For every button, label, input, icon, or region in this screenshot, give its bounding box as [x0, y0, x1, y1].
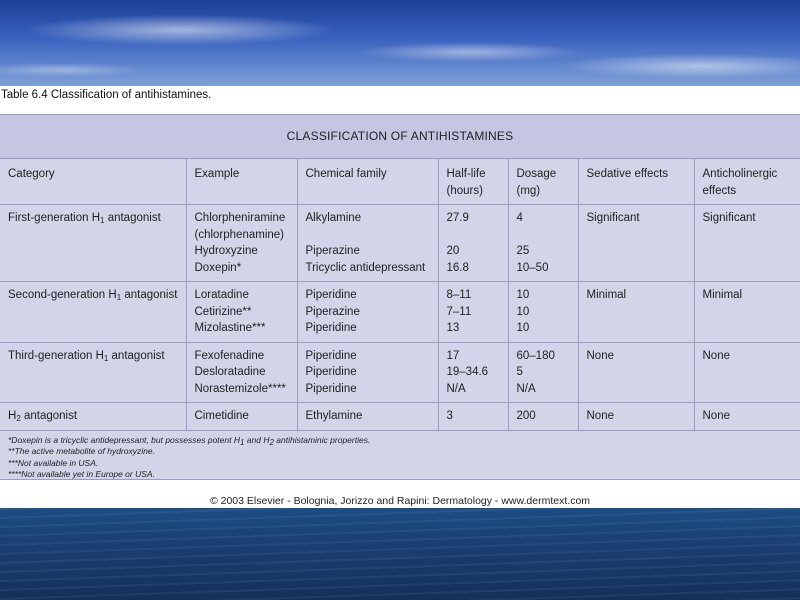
category-text-tail: antagonist: [121, 289, 178, 301]
example-cell: [186, 403, 297, 430]
half-life-cell: [438, 282, 508, 343]
dosage-line: 10: [516, 289, 530, 301]
family-line: Piperidine: [305, 289, 357, 301]
category-cell: [0, 342, 186, 403]
family-cell: [297, 403, 438, 430]
family-line: Piperidine: [305, 322, 357, 334]
half-life-cell: [438, 342, 508, 403]
footnote-subscript: 1: [239, 437, 245, 447]
sedative-cell: Minimal: [578, 282, 694, 343]
category-subscript: 1: [116, 293, 122, 302]
family-cell: [297, 342, 438, 403]
half-life-cell: [438, 205, 508, 282]
half-life-line: 17: [446, 349, 460, 362]
category-text-tail: antagonist: [104, 212, 161, 224]
dosage-line: 5: [516, 366, 523, 378]
family-cell: [297, 282, 438, 343]
dosage-line: 10: [516, 305, 530, 318]
header-category: Category: [8, 168, 55, 180]
sedative-cell: None: [578, 342, 694, 403]
half-life-line: 27.9: [446, 212, 469, 224]
half-life-line: 16.8: [446, 261, 469, 274]
table-row: [0, 403, 800, 430]
slide-content: [0, 86, 800, 508]
header-chemical-family: Chemical family: [297, 159, 438, 205]
header-dosage-unit: (mg): [516, 184, 541, 197]
footnote-text: *Doxepin is a tricyclic antidepressant, but possesses potent H: [8, 434, 240, 445]
half-life-line: 19–34.6: [446, 366, 489, 378]
dosage-line: 4: [516, 212, 523, 224]
anticholinergic-cell: Significant: [694, 205, 800, 282]
example-line: Hydroxyzine: [194, 245, 258, 257]
anticholinergic-cell: Minimal: [694, 282, 800, 343]
footnote-europe: ****Not available yet in Europe or USA.: [8, 469, 155, 479]
family-line: Alkylamine: [305, 212, 362, 224]
half-life-line: N/A: [446, 382, 466, 395]
copyright-credit: © 2003 Elsevier - Bolognia, Jorizzo and Rapini: Dermatology - www.dermtext.com: [209, 495, 591, 507]
family-line: Ethylamine: [305, 410, 363, 422]
header-example: Example: [186, 159, 297, 205]
table-row: [0, 342, 800, 403]
family-cell: [297, 205, 438, 282]
sedative-cell: Significant: [578, 205, 694, 282]
category-subscript: 2: [16, 414, 21, 423]
half-life-line: 20: [446, 245, 460, 257]
example-cell: [186, 205, 297, 282]
anticholinergic-cell: None: [694, 342, 800, 403]
dosage-cell: [508, 403, 578, 430]
example-line: Loratadine: [194, 289, 249, 301]
classification-grid: [0, 159, 800, 430]
footnote-hydroxyzine: **The active metabolite of hydroxyzine.: [8, 446, 155, 456]
category-text: Second-generation H: [8, 289, 117, 301]
example-cell: [186, 282, 297, 343]
example-line: Mizolastine***: [194, 322, 266, 334]
dosage-line: 200: [516, 410, 536, 422]
family-line: Piperidine: [305, 349, 357, 362]
example-line: Fexofenadine: [194, 349, 265, 362]
table-caption: Table 6.4 Classification of antihistamines.: [1, 89, 212, 101]
footnote-doxepin: [8, 435, 792, 447]
category-text: H: [8, 410, 17, 422]
category-text: Third-generation H: [8, 349, 104, 362]
header-dosage-line: Dosage: [516, 168, 557, 180]
example-line: Cetirizine**: [194, 305, 252, 318]
example-line: Cimetidine: [194, 410, 249, 422]
half-life-cell: [438, 403, 508, 430]
antihistamine-table: [0, 114, 800, 480]
header-dosage: [508, 159, 578, 205]
table-footnotes: [0, 430, 800, 481]
family-line: Piperidine: [305, 382, 357, 395]
dosage-line: 10–50: [516, 261, 549, 274]
dosage-line: [517, 227, 574, 244]
anticholinergic-cell: None: [694, 403, 800, 430]
category-cell: [0, 403, 186, 430]
example-cell: [186, 342, 297, 403]
dosage-cell: [508, 282, 578, 343]
header-anticholinergic: [694, 159, 800, 205]
footnote-text: and H: [244, 434, 270, 445]
sedative-cell: None: [578, 403, 694, 430]
sea-background: [0, 508, 800, 600]
dosage-line: 60–180: [516, 349, 555, 362]
table-row: [0, 205, 800, 282]
header-sedative: Sedative effects: [578, 159, 694, 205]
header-half-life-line: Half-life: [446, 168, 486, 180]
sky-background: [0, 0, 800, 86]
family-line: Piperazine: [305, 245, 360, 257]
category-cell: [0, 282, 186, 343]
header-anticholinergic-line: effects: [702, 184, 737, 197]
footnote-subscript: 2: [269, 437, 274, 447]
example-line: (chlorphenamine): [194, 228, 284, 241]
example-line: Desloratadine: [194, 366, 266, 378]
family-line: Piperidine: [305, 366, 357, 378]
example-line: Doxepin*: [194, 261, 242, 274]
family-line: [306, 227, 434, 244]
half-life-line: [447, 227, 504, 244]
half-life-line: 7–11: [446, 305, 472, 318]
example-line: Norastemizole****: [194, 382, 286, 395]
half-life-line: 13: [446, 322, 460, 334]
footnote-text: antihistaminic properties.: [273, 434, 371, 445]
dosage-line: 10: [516, 322, 530, 334]
half-life-line: 8–11: [446, 289, 472, 301]
header-half-life: [438, 159, 508, 205]
table-row: [0, 282, 800, 343]
family-line: Tricyclic antidepressant: [305, 261, 426, 274]
category-subscript: 1: [100, 216, 105, 225]
example-line: Chlorpheniramine: [194, 212, 286, 224]
category-text-tail: antagonist: [108, 349, 165, 362]
table-title: CLASSIFICATION OF ANTIHISTAMINES: [0, 115, 800, 159]
dosage-line: 25: [516, 245, 530, 257]
header-half-life-unit: (hours): [446, 184, 483, 197]
footnote-usa: ***Not available in USA.: [8, 457, 99, 468]
category-cell: [0, 205, 186, 282]
category-text: First-generation H: [8, 212, 101, 224]
category-subscript: 1: [103, 353, 109, 363]
header-anticholinergic-line: Anticholinergic: [702, 168, 778, 180]
dosage-cell: [508, 205, 578, 282]
dosage-cell: [508, 342, 578, 403]
family-line: Piperazine: [305, 305, 360, 318]
header-row: [0, 159, 800, 205]
half-life-line: 3: [446, 410, 453, 422]
dosage-line: N/A: [516, 382, 536, 395]
category-text-tail: antagonist: [20, 410, 78, 422]
